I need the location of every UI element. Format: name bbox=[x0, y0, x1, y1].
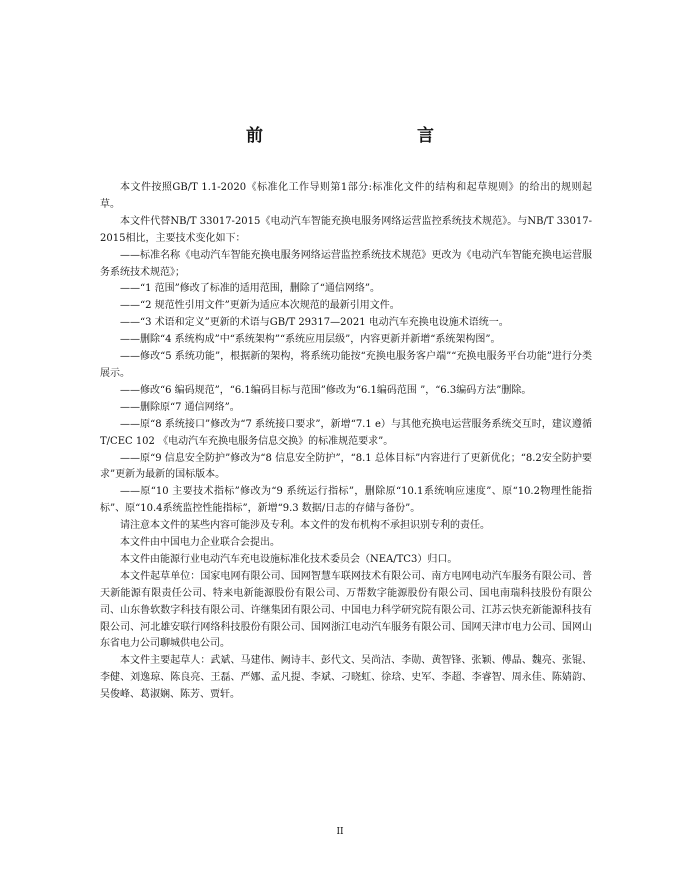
paragraph: ——原“8 系统接口”修改为“7 系统接口要求”，新增“7.1 e）与其他充换电运营服务系统交互时，建议遵循T/CEC 102 《电动汽车充换电服务信息交换》的标准规范要求”。 bbox=[100, 418, 592, 447]
paragraph: ——“3 术语和定义”更新的术语与GB/T 29317—2021 电动汽车充换电设施术语统一。 bbox=[120, 317, 509, 329]
paragraph: 本文件主要起草人：武斌、马建伟、阙诗丰、彭代文、吴尚洁、李勋、黄智锋、张颖、傅晶、魏亮、张锟、李健、刘逸琼、陈良亮、王磊、严娜、孟凡提、李斌、刁晓虹、徐琀、史军、李超、李睿智、周永佳、陈婧韵、吴俊峰、葛淑娴、陈芳、贾轩。 bbox=[100, 655, 592, 701]
page-number: II bbox=[336, 827, 344, 837]
page-title: 前 言 bbox=[246, 126, 474, 146]
paragraph: 本文件由中国电力企业联合会提出。 bbox=[120, 537, 280, 549]
paragraph: ——修改“5 系统功能”，根据新的架构，将系统功能按“充换电服务客户端”“充换电服务平台功能”进行分类展示。 bbox=[100, 351, 592, 379]
paragraph: ——“2 规范性引用文件”更新为适应本次规范的最新引用文件。 bbox=[120, 300, 400, 312]
paragraph: ——修改“6 编码规范”，“6.1编码目标与范围”修改为“6.1编码范围 ”，“6.3编码方法”删除。 bbox=[120, 384, 532, 396]
document-body bbox=[100, 180, 592, 704]
paragraph: ——删除原“7 通信网络”。 bbox=[120, 401, 240, 413]
paragraph: 本文件按照GB/T 1.1-2020《标准化工作导则第1部分:标准化文件的结构和起草规则》的给出的规则起草。 bbox=[100, 182, 592, 210]
paragraph: 本文件起草单位：国家电网有限公司、国网智慧车联网技术有限公司、南方电网电动汽车服务有限公司、普天新能源有限责任公司、特来电新能源股份有限公司、万帮数字能源股份有限公司、国电南瑞科技股份有限公司、山东鲁软数字科技有限公司、许继集团有限公司、中国电力科学研究院有限公司、江苏云快充新能源科技有限公司、河北雄安联行网络科技股份有限公司、国网浙江电动汽车服务有限公司、国网天津市电力公司、国网山东省电力公司聊城供电公司。 bbox=[100, 570, 592, 650]
paragraph: 本文件代替NB/T 33017-2015《电动汽车智能充换电服务网络运营监控系统技术规范》。与NB/T 33017-2015相比，主要技术变化如下： bbox=[100, 215, 592, 244]
paragraph: 本文件由能源行业电动汽车充电设施标准化技术委员会（NEA/TC3）归口。 bbox=[120, 553, 458, 565]
paragraph: ——原“9 信息安全防护”修改为“8 信息安全防护”，“8.1 总体目标”内容进行了更新优化；“8.2安全防护要求”更新为最新的国标版本。 bbox=[100, 452, 592, 481]
paragraph: ——删除“4 系统构成”中“系统架构”“系统应用层级”，内容更新并新增“系统架构图”。 bbox=[120, 334, 501, 346]
paragraph: ——“1 范围”修改了标准的适用范围，删除了“通信网络”。 bbox=[120, 283, 380, 295]
paragraph: 请注意本文件的某些内容可能涉及专利。本文件的发布机构不承担识别专利的责任。 bbox=[120, 520, 490, 532]
paragraph: ——标准名称《电动汽车智能充换电服务网络运营监控系统技术规范》更改为《电动汽车智能充换电运营服务系统技术规范》； bbox=[100, 249, 592, 278]
paragraph: ——原“10 主要技术指标”修改为“9 系统运行指标”，删除原“10.1系统响应速度”、原“10.2物理性能指标”、原“10.4系统监控性能指标”，新增“9.3 数据/日志的存储与备份”。 bbox=[100, 486, 592, 515]
